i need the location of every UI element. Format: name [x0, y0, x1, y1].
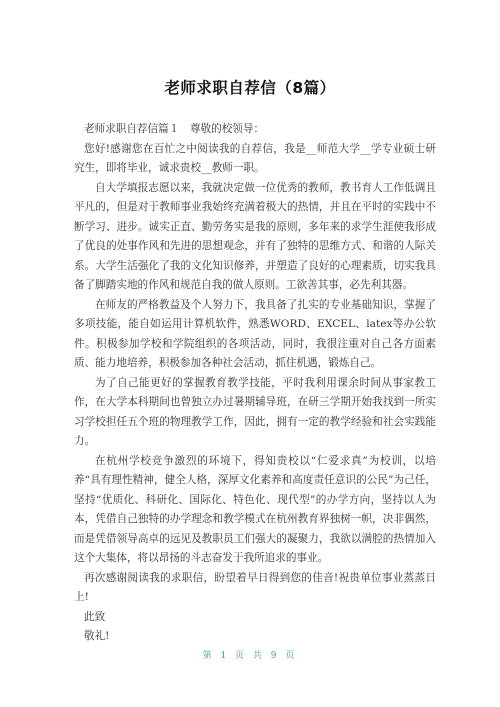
paragraph-experience: 为了自己能更好的掌握教育教学技能，平时我利用课余时间从事家教工作，在大学本科期间也曾独立办过暑期辅导班，在研三学期开始我找到一所实习学校担任五个班的物理教学工作，因此，拥有一定的教学经验和社会实践能力。: [74, 376, 436, 447]
closing-regards: 此致: [84, 610, 106, 623]
paragraph-thanks: 再次感谢阅读我的求职信，盼望着早日得到您的佳音!祝贵单位事业蒸蒸日上!: [74, 571, 436, 603]
closing-salute: 敬礼!: [84, 630, 110, 642]
paragraph-ambition: 自大学填报志愿以来，我就决定做一位优秀的教师，教书育人工作低调且平凡的，但是对于教师事业我始终充满着极大的热情，并且在平时的实践中不断学习、进步。诚实正直、勤劳务实是我的原则，多年来的求学生涯使我形成了优良的处事作风和先进的思想观念，并有了独特的思维方式、和谐的人际关系。大学生活强化了我的文化知识修养，并塑造了良好的心理素质，切实我具备了脚踏实地的作风和规范自我的做人原则。工欲善其事，必先利其器。: [74, 181, 436, 291]
paragraph-school: 在杭州学校竞争激烈的环境下，得知贵校以“仁爱求真”为校训，以培养“具有理性精神，健全人格，深厚文化素养和高度责任意识的公民”为己任，坚持“优质化、科研化、国际化、特色化、现代型”的办学方向，坚持以人为本，凭借自己独特的办学理念和教学模式在杭州教育界独树一帜，决非偶然，而是凭借领导高卓的远见及教职员工们强大的凝聚力，我欲以满腔的热情加入这个大集体，将以昂扬的斗志奋发于我所追求的事业。: [74, 454, 436, 564]
letter-heading: 老师求职自荐信篇１ 尊敬的校领导：: [84, 123, 265, 135]
paragraph-greeting: 您好!感谢您在百忙之中阅读我的自荐信，我是__师范大学__学专业硕士研究生，即将毕业，诚求贵校__教师一职。: [74, 142, 436, 174]
letter-body: [74, 120, 436, 647]
page-number-footer: 第 1 页 共 9 页: [202, 651, 298, 661]
document-title: 老师求职自荐信（8篇）: [164, 79, 336, 97]
paragraph-skills: 在师友的严格教益及个人努力下，我具备了扎实的专业基础知识，掌握了多项技能，能自如运用计算机软件，熟悉WORD、EXCEL、latex等办公软件。积极参加学校和学院组织的各项活动，同时，我很注重对自己各方面素质、能力地培养，积极参加各种社会活动，抓住机遇，锻炼自己。: [74, 298, 436, 369]
